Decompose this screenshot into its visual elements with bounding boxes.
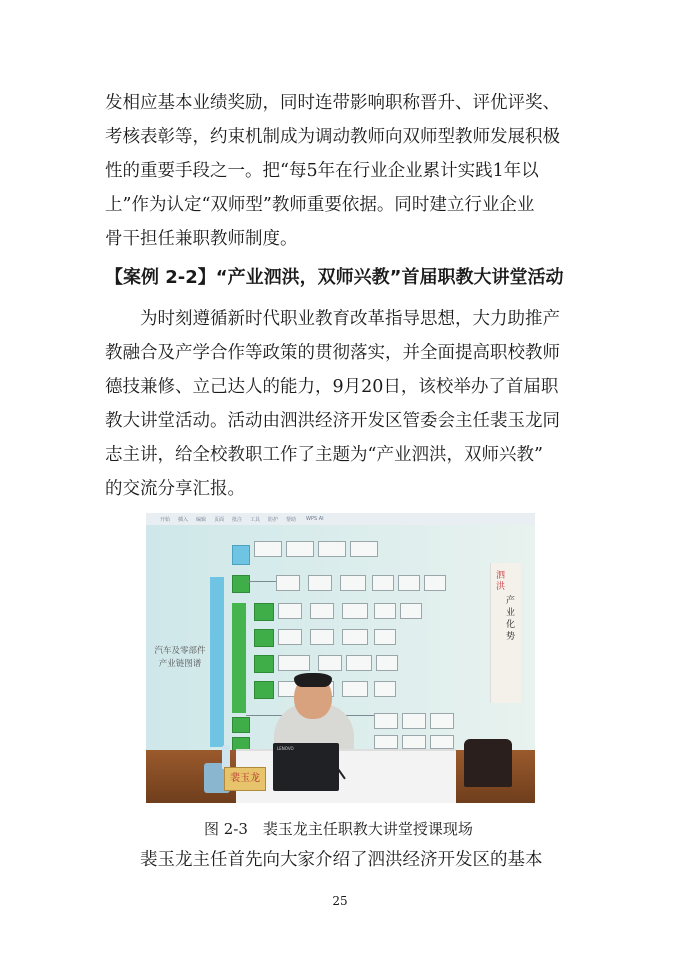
chain-node [400,603,422,619]
chain-node [374,629,396,645]
chain-node [342,603,368,619]
category-box [232,717,250,733]
chain-node [374,713,398,729]
chain-node [402,735,426,749]
page-number: 25 [332,894,348,908]
nameplate: 裴玉龙 [224,767,266,791]
paragraph-line-1: 发相应基本业绩奖励，同时连带影响职称晋升、评优评奖、 [105,93,560,113]
chain-node [424,575,446,591]
case-line-3: 德技兼修、立己达人的能力，9月20日，该校举办了首届职 [105,377,559,397]
chain-node [372,575,394,591]
chain-node [374,735,398,749]
category-box [232,545,250,565]
chain-node [254,541,282,557]
category-box [254,603,274,621]
chain-node [340,575,366,591]
figure-caption: 图 2-3 裴玉龙主任职教大讲堂授课现场 [204,820,473,838]
category-box [254,681,274,699]
paragraph-line-5: 骨干担任兼职教师制度。 [105,229,298,249]
chain-node [310,603,334,619]
chain-node [398,575,420,591]
chair [464,739,512,787]
chain-node [318,541,346,557]
chain-node [278,629,302,645]
chain-node [430,713,454,729]
toolbar-item: 插入 [178,517,189,523]
industry-bar-mid [232,603,246,713]
case-line-2: 教融合及产学合作等政策的贯彻落实，并全面提高职校教师 [105,343,560,363]
toolbar-item: 工具 [250,517,261,523]
speaker-hair [294,673,332,687]
chain-node [374,681,396,697]
case-line-1: 为时刻遵循新时代职业教育改革指导思想，大力助推产 [140,309,560,329]
toolbar-item: 页面 [214,517,225,523]
chain-node [318,655,342,671]
chain-node [342,681,368,697]
chain-node [278,655,310,671]
case-line-4: 教大讲堂活动。活动由泗洪经济开发区管委会主任裴玉龙同 [105,411,560,431]
laptop [273,743,339,791]
case-line-6: 的交流分享汇报。 [105,479,245,499]
closing-line: 裴玉龙主任首先向大家介绍了泗洪经济开发区的基本 [140,850,543,870]
paragraph-line-2: 考核表彰等，约束机制成为调动教师向双师型教师发展积极 [105,127,560,147]
chain-node [342,629,368,645]
toolbar-item: WPS AI [306,516,324,522]
chain-node [278,603,302,619]
chain-node [310,629,334,645]
chain-node [308,575,332,591]
case-heading: 【案例 2-2】“产业泗洪，双师兴教”首届职教大讲堂活动 [105,267,564,288]
podium-desk [236,749,456,803]
banner-red-text: 泗洪 [496,571,506,592]
category-box [254,629,274,647]
chain-node [286,541,314,557]
toolbar-item: 编辑 [196,517,207,523]
water-bottle [222,745,230,769]
industry-bar-left [210,577,224,747]
case-line-5: 志主讲，给全校教职工作了主题为“产业泗洪，双师兴教” [105,445,543,465]
chain-diagram-title: 汽车及零部件 产业链图谱 [154,646,206,669]
chain-node [430,735,454,749]
toolbar-item: 批注 [232,517,243,523]
toolbar-item: 防护 [268,517,279,523]
chain-node [376,655,398,671]
paragraph-line-3: 性的重要手段之一。把“每5年在行业企业累计实践1年以 [105,161,539,181]
category-box [254,655,274,673]
banner-black-text: 产业化势 [506,596,516,642]
toolbar-item: 帮助 [286,517,297,523]
chain-node [402,713,426,729]
lecture-photo [146,513,535,803]
chain-node [374,603,396,619]
slide-banner [490,563,521,703]
paragraph-line-4: 上”作为认定“双师型”教师重要依据。同时建立行业企业 [105,195,535,215]
chain-node [276,575,300,591]
chain-connector [248,581,276,582]
chain-node [346,655,372,671]
category-box [232,575,250,593]
chain-node [350,541,378,557]
laptop-brand: LENOVO [277,746,294,751]
toolbar-item: 开始 [160,517,171,523]
